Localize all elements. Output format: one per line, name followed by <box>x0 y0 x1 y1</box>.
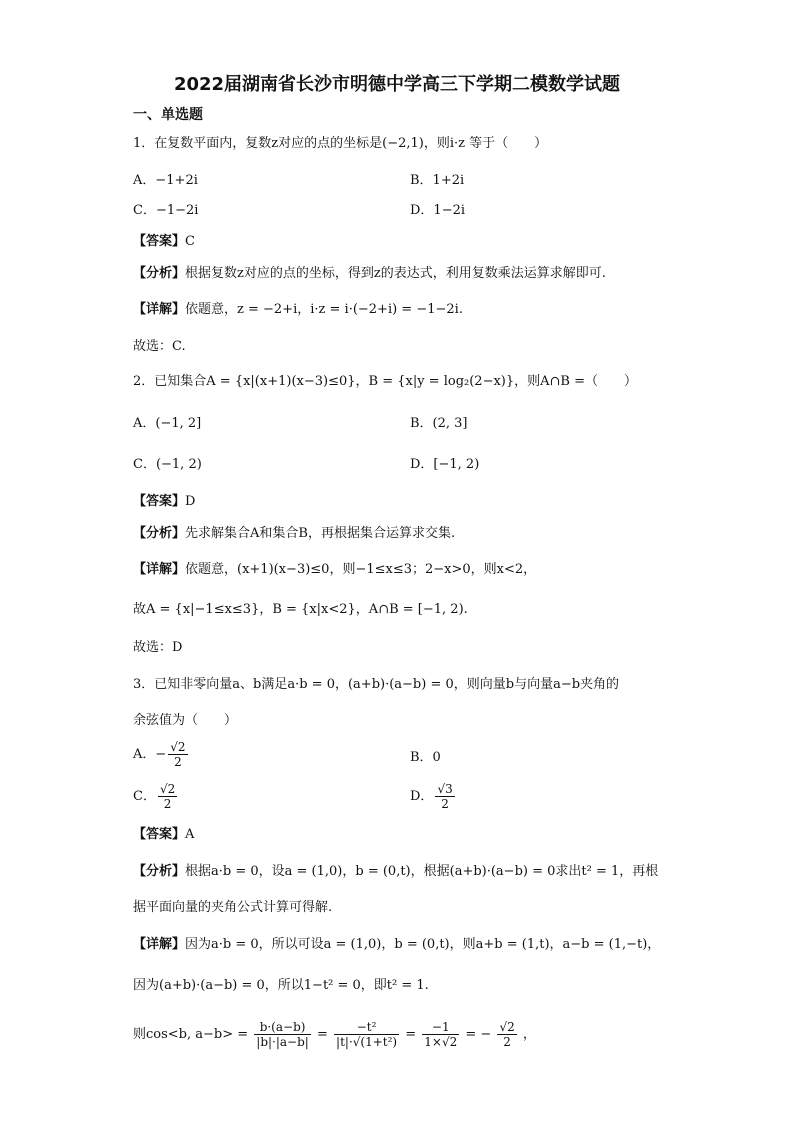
trailing-comma: ， <box>522 1027 536 1042</box>
analysis-tag: 【分析】 <box>133 266 186 281</box>
question-2-choice: 故选：D <box>133 640 183 655</box>
fraction <box>435 782 454 811</box>
answer-tag: 【答案】 <box>133 827 186 842</box>
question-1-choice: 故选：C. <box>133 339 186 354</box>
fraction-denominator: |b|·|a−b| <box>256 1035 309 1049</box>
question-2-option-c: C．(−1, 2) <box>133 457 202 472</box>
answer-tag: 【答案】 <box>133 234 186 249</box>
question-3-stem: 3．已知非零向量a、b满足a·b = 0，(a+b)·(a−b) = 0，则向量b与向量a−b夹角的 <box>133 677 620 692</box>
question-3-analysis-line-2: 据平面向量的夹角公式计算可得解. <box>133 900 333 915</box>
fraction-numerator: √2 <box>499 1020 515 1034</box>
equals-sign: = <box>405 1027 417 1042</box>
detail-tag: 【详解】 <box>133 562 186 577</box>
option-label: D． <box>410 789 434 804</box>
answer-value: D <box>185 494 196 509</box>
question-1-option-a: A．−1+2i <box>133 173 198 188</box>
analysis-tag: 【分析】 <box>133 526 186 541</box>
fraction-denominator: |t|·√(1+t²) <box>336 1035 398 1049</box>
equals-negative: = − <box>465 1027 492 1042</box>
question-2-option-b: B．(2, 3] <box>410 416 468 431</box>
section-heading: 一、单选题 <box>133 107 203 123</box>
question-3-answer <box>133 825 194 845</box>
cosine-prefix: 则cos<b, a−b> = <box>133 1027 249 1042</box>
question-1-stem: 1．在复数平面内，复数z对应的点的坐标是(−2,1)，则i·z 等于（ ） <box>133 136 548 151</box>
fraction <box>254 1020 311 1049</box>
fraction-denominator: 2 <box>441 797 449 811</box>
question-3-option-b: B．0 <box>410 750 441 765</box>
question-2-detail <box>133 560 536 580</box>
page-title: 2022届湖南省长沙市明德中学高三下学期二模数学试题 <box>173 74 621 95</box>
fraction <box>158 782 177 811</box>
question-2-option-d: D．[−1, 2) <box>410 457 480 472</box>
detail-text: 因为a·b = 0，所以可设a = (1,0)，b = (0,t)，则a+b = (1,t)，a−b = (1,−t)， <box>185 937 661 952</box>
question-2-analysis <box>133 524 455 544</box>
option-label: A．− <box>133 747 167 762</box>
fraction <box>168 740 187 769</box>
fraction-numerator: √3 <box>437 782 453 796</box>
question-1-option-b: B．1+2i <box>410 173 465 188</box>
analysis-text: 先求解集合A和集合B，再根据集合运算求交集. <box>185 526 456 541</box>
question-3-analysis <box>133 862 658 882</box>
fraction-numerator: √2 <box>170 740 186 754</box>
fraction-numerator: b·(a−b) <box>254 1020 311 1035</box>
detail-text: 依题意，z = −2+i，i·z = i·(−2+i) = −1−2i. <box>185 302 463 317</box>
analysis-tag: 【分析】 <box>133 864 186 879</box>
answer-value: A <box>185 827 195 842</box>
question-2-answer <box>133 492 195 512</box>
analysis-text: 根据a·b = 0，设a = (1,0)，b = (0,t)，根据(a+b)·(a−b) = 0求出t² = 1，再根 <box>185 864 659 879</box>
answer-tag: 【答案】 <box>133 494 186 509</box>
question-3-stem-line-2: 余弦值为（ ） <box>133 713 238 728</box>
analysis-text: 根据复数z对应的点的坐标，得到z的表达式，利用复数乘法运算求解即可. <box>185 266 606 281</box>
fraction-numerator: √2 <box>159 782 176 796</box>
question-1-option-d: D．1−2i <box>410 203 466 218</box>
question-2-option-a: A．(−1, 2] <box>133 416 202 431</box>
question-3-detail <box>133 935 660 955</box>
question-1-answer <box>133 232 195 252</box>
question-2-stem: 2．已知集合A = {x|(x+1)(x−3)≤0}，B = {x|y = log₂(2−x)}，则A∩B =（ ） <box>133 374 637 389</box>
detail-tag: 【详解】 <box>133 302 186 317</box>
fraction-numerator: −1 <box>422 1020 459 1035</box>
fraction-denominator: 2 <box>174 755 182 769</box>
answer-value: C <box>185 234 195 249</box>
fraction-denominator: 1×√2 <box>424 1035 458 1049</box>
question-2-detail-line-2: 故A = {x|−1≤x≤3}，B = {x|x<2}，A∩B = [−1, 2). <box>133 602 468 617</box>
detail-tag: 【详解】 <box>133 937 186 952</box>
question-3-cosine-formula <box>133 1018 536 1052</box>
fraction-numerator: −t² <box>334 1020 399 1035</box>
question-3-option-d <box>410 782 457 811</box>
fraction-denominator: 2 <box>163 797 172 811</box>
fraction <box>334 1020 399 1049</box>
question-1-option-c: C．−1−2i <box>133 203 199 218</box>
question-1-detail <box>133 300 463 320</box>
fraction <box>422 1020 459 1049</box>
fraction <box>497 1020 516 1049</box>
fraction-denominator: 2 <box>503 1035 511 1049</box>
question-3-option-c <box>133 782 179 811</box>
equals-sign: = <box>316 1027 328 1042</box>
detail-text: 依题意，(x+1)(x−3)≤0，则−1≤x≤3；2−x>0，则x<2， <box>185 562 537 577</box>
question-3-detail-line-2: 因为(a+b)·(a−b) = 0，所以1−t² = 0，即t² = 1. <box>133 978 429 993</box>
question-1-analysis <box>133 264 606 284</box>
option-label: C． <box>133 789 156 804</box>
question-3-option-a <box>133 740 190 769</box>
